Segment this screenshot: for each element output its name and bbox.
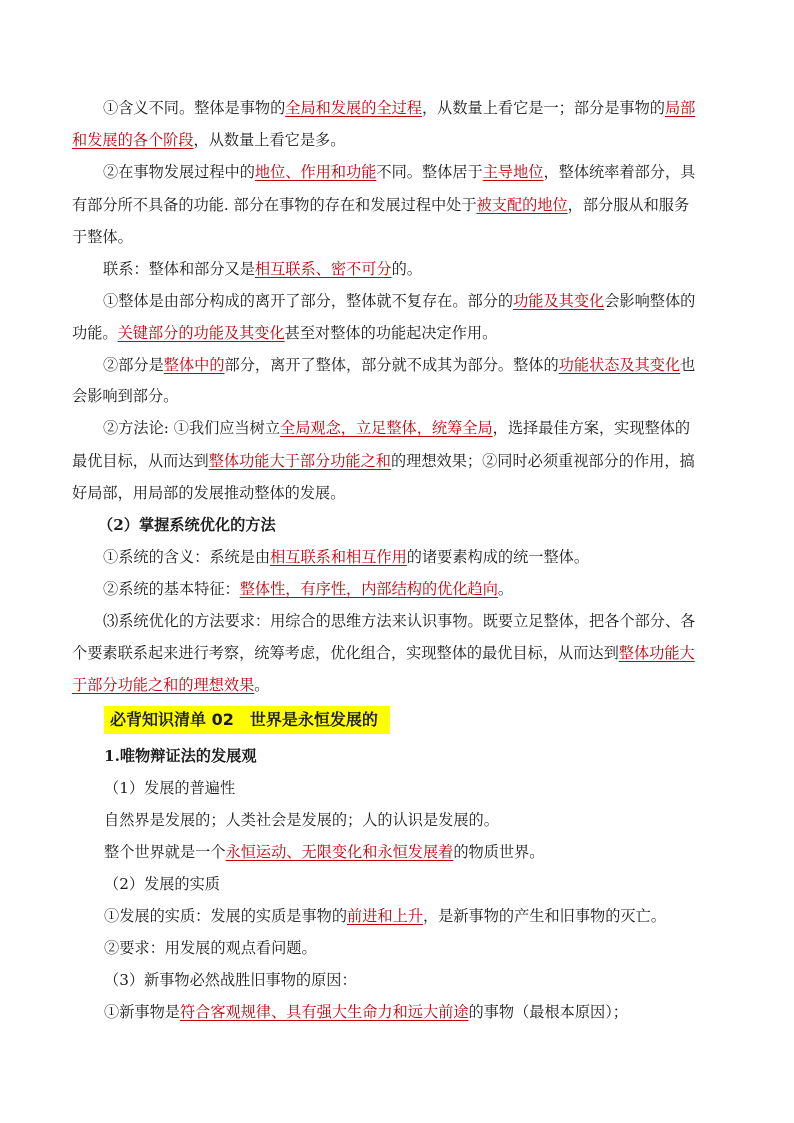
- subsection-heading: [98, 514, 750, 536]
- key-phrase: 相互联系和相互作用: [270, 548, 407, 566]
- text-run: 联系：整体和部分又是: [103, 260, 255, 278]
- text-line: [103, 258, 755, 280]
- text-line: [103, 578, 755, 600]
- text-line: [104, 905, 756, 927]
- text-run: ②要求：用发展的观点看问题。: [104, 939, 317, 957]
- key-phrase: 整体功能大于部分功能之和: [208, 452, 391, 470]
- text-run: ①系统的含义：系统是由: [103, 548, 271, 566]
- text-line: [72, 194, 724, 216]
- key-phrase: 关键部分的功能及其变化: [117, 324, 285, 342]
- text-run: 的理想效果；②同时必须重视部分的作用，搞: [390, 452, 695, 470]
- text-run: ⑶系统优化的方法要求：用综合的思维方法来认识事物。既要立足整体，把各个部分、各: [103, 612, 696, 630]
- text-run: 于整体。: [72, 228, 133, 246]
- text-line: [104, 969, 756, 991]
- key-phrase: 整体功能大: [618, 644, 695, 662]
- text-run: 不同。整体居于: [376, 163, 483, 181]
- text-run: 的物质世界。: [453, 843, 545, 861]
- text-run: （3）新事物必然战胜旧事物的原因：: [104, 971, 357, 989]
- heading-text: 1.唯物辩证法的发展观: [104, 747, 257, 765]
- text-line: [72, 322, 724, 344]
- text-line: [72, 226, 724, 248]
- text-line: [104, 809, 756, 831]
- text-run: ②在事物发展过程中的: [103, 163, 255, 181]
- key-phrase: 功能状态及其变化: [558, 356, 681, 374]
- text-run: ，整体统率着部分，具: [543, 163, 696, 181]
- text-run: ，选择最佳方案，实现整体的: [492, 419, 691, 437]
- text-line: [103, 290, 755, 312]
- text-run: ，部分服从和服务: [567, 196, 690, 214]
- subsection-heading: [104, 745, 756, 767]
- text-run: 。: [254, 676, 270, 694]
- key-phrase: 符合客观规律、具有强大生命力和远大前途: [179, 1003, 469, 1021]
- key-phrase: 于部分功能之和的理想效果: [72, 676, 255, 694]
- key-phrase: 全局和发展的全过程: [285, 99, 422, 117]
- heading-text: （2）掌握系统优化的方法: [98, 516, 276, 534]
- text-line: [104, 937, 756, 959]
- text-line: [103, 97, 755, 119]
- key-phrase: 局部: [664, 99, 696, 117]
- text-run: 会影响整体的: [604, 292, 696, 310]
- text-run: 的诸要素构成的统一整体。: [406, 548, 589, 566]
- key-phrase: 永恒运动、无限变化和永恒发展着: [225, 843, 454, 861]
- text-line: [104, 841, 756, 863]
- text-line: [72, 674, 724, 696]
- text-run: 整个世界就是一个: [104, 843, 226, 861]
- text-run: ②方法论: ①我们应当树立: [103, 419, 281, 437]
- text-line: [104, 1001, 756, 1023]
- key-phrase: 相互联系、密不可分: [254, 260, 392, 278]
- text-line: [103, 417, 755, 439]
- key-phrase: 前进和上升: [347, 907, 423, 925]
- text-line: [72, 129, 724, 151]
- text-run: （1）发展的普遍性: [104, 779, 236, 797]
- text-line: [72, 450, 724, 472]
- text-run: 自然界是发展的；人类社会是发展的；人的认识是发展的。: [104, 811, 499, 829]
- key-phrase: 和发展的各个阶段: [72, 131, 194, 149]
- text-run: ，从数量上看它是多。: [193, 131, 346, 149]
- text-run: ，是新事物的产生和旧事物的灭亡。: [422, 907, 666, 925]
- text-line: [103, 354, 755, 376]
- section-header: 必背知识清单 02 世界是永恒发展的: [110, 710, 378, 729]
- text-run: 的事物（最根本原因）；: [468, 1003, 628, 1021]
- text-run: 功能。: [72, 324, 118, 342]
- text-run: 甚至对整体的功能起决定作用。: [284, 324, 498, 342]
- text-run: ，从数量上看它是一；部分是事物的: [421, 99, 665, 117]
- key-phrase: 整体中的: [163, 356, 225, 374]
- text-line: [103, 546, 755, 568]
- text-line: [72, 385, 724, 407]
- text-run: 好局部，用局部的发展推动整体的发展。: [72, 484, 346, 502]
- text-run: （2）发展的实质: [104, 875, 220, 893]
- text-run: 有部分所不具备的功能. 部分在事物的存在和发展过程中处于: [72, 196, 477, 214]
- text-run: 最优目标，从而达到: [72, 452, 209, 470]
- text-run: 的。: [391, 260, 422, 278]
- text-run: 。: [497, 580, 514, 598]
- text-run: ②部分是: [103, 356, 164, 374]
- text-run: ①新事物是: [104, 1003, 180, 1021]
- text-run: 个要素联系起来进行考察，统筹考虑，优化组合，实现整体的最优目标，从而达到: [72, 644, 619, 662]
- text-run: 部分，离开了整体，部分就不成其为部分。整体的: [224, 356, 559, 374]
- text-run: ①含义不同。整体是事物的: [103, 99, 286, 117]
- text-line: [104, 873, 756, 895]
- key-phrase: 全局观念，立足整体，统筹全局: [280, 419, 493, 437]
- text-line: [72, 482, 724, 504]
- text-run: ①整体是由部分构成的离开了部分，整体就不复存在。部分的: [103, 292, 514, 310]
- text-line: [103, 161, 755, 183]
- text-line: [104, 777, 756, 799]
- text-run: ②系统的基本特征：: [103, 580, 240, 598]
- key-phrase: 主导地位: [482, 163, 544, 181]
- text-line: [72, 642, 724, 664]
- key-phrase: 功能及其变化: [513, 292, 605, 310]
- key-phrase: 整体性，有序性，内部结构的优化趋向: [239, 580, 498, 598]
- text-line: [103, 610, 755, 632]
- text-run: ①发展的实质：发展的实质是事物的: [104, 907, 347, 925]
- text-run: 会影响到部分。: [72, 387, 179, 405]
- key-phrase: 被支配的地位: [476, 196, 568, 214]
- text-run: 也: [680, 356, 696, 374]
- key-phrase: 地位、作用和功能: [254, 163, 377, 181]
